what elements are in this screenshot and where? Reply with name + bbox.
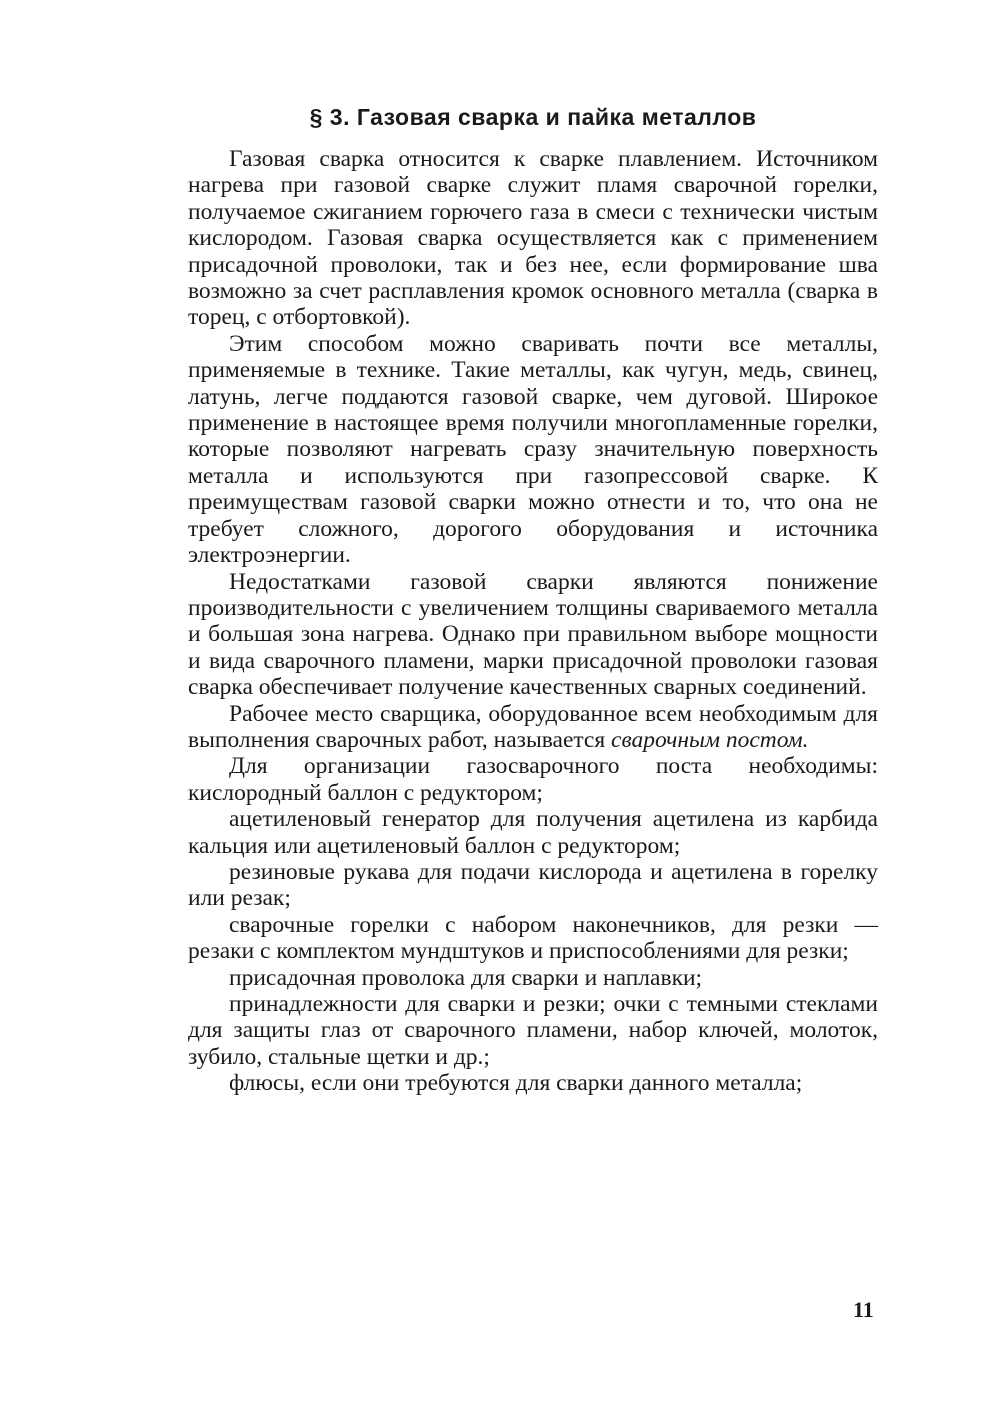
list-paragraph-4: сварочные горелки с набором наконечников, для резки — резаки с комплектом мундштуков и приспособлениями для резки; xyxy=(188,911,878,965)
paragraph-1: Газовая сварка относится к сварке плавлением. Источником нагрева при газовой сварке служит пламя сварочной горелки, получаемое сжиганием горючего газа в смеси с технически чистым кислородом. Газовая сварка осуществляется как с применением присадочной проволоки, так и без нее, если формирование шва возможно за счет расплавления кромок основного металла (сварка в торец, с отбортовкой). xyxy=(188,146,878,331)
section-heading: § 3. Газовая сварка и пайка металлов xyxy=(309,104,757,130)
paragraph-3: Недостатками газовой сварки являются понижение производительности с увеличением толщины свариваемого металла и большая зона нагрева. Однако при правильном выборе мощности и вида сварочного пламени, марки присадочной проволоки газовая сварка обеспечивает получение качественных сварных соединений. xyxy=(188,568,878,701)
list-paragraph-1: Для организации газосварочного поста необходимы: кислородный баллон с редуктором; xyxy=(188,753,878,806)
body-text xyxy=(188,146,878,1097)
paragraph-2: Этим способом можно сваривать почти все металлы, применяемые в технике. Такие металлы, как чугун, медь, свинец, латунь, легче поддаются газовой сварке, чем дуговой. Широкое применение в настоящее время получили многопламенные горелки, которые позволяют нагревать сразу значительную поверхность металла и используются при газопрессовой сварке. К преимуществам газовой сварки можно отнести и то, что она не требует сложного, дорогого оборудования и источника электроэнергии. xyxy=(188,330,878,569)
list-paragraph-7: флюсы, если они требуются для сварки данного металла; xyxy=(229,1070,803,1097)
paragraph-4 xyxy=(188,701,878,754)
emphasis-term: сварочным постом. xyxy=(611,726,809,753)
list-paragraph-2: ацетиленовый генератор для получения ацетилена из карбида кальция или ацетиленовый баллон с редуктором; xyxy=(188,806,878,859)
paragraph-4-text: Рабочее место сварщика, оборудованное всем необходимым для выполнения сварочных работ, называется xyxy=(188,700,878,753)
list-paragraph-3: резиновые рукава для подачи кислорода и ацетилена в горелку или резак; xyxy=(188,858,878,912)
page-number: 11 xyxy=(853,1297,874,1322)
list-paragraph-6: принадлежности для сварки и резки; очки с темными стеклами для защиты глаз от сварочного пламени, набор ключей, молоток, зубило, стальные щетки и др.; xyxy=(188,991,878,1070)
list-paragraph-5: присадочная проволока для сварки и наплавки; xyxy=(229,964,703,991)
